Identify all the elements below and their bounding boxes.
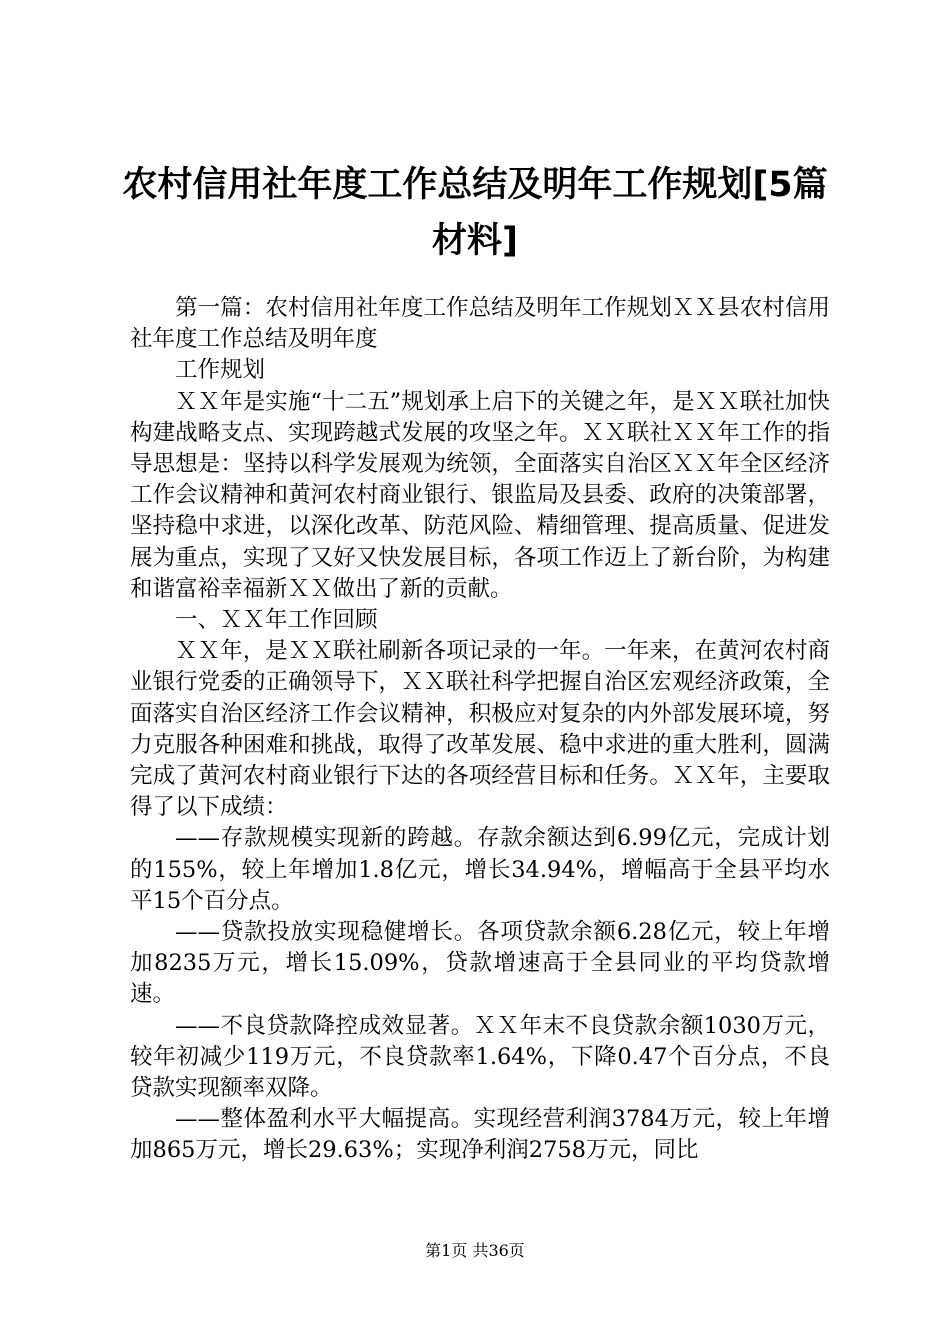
paragraph: ——不良贷款降控成效显著。ＸＸ年末不良贷款余额1030万元，较年初减少119万元，不良贷款率1.64%，下降0.47个百分点，不良贷款实现额率双降。	[130, 1012, 830, 1102]
section-heading: 一、ＸＸ年工作回顾	[175, 607, 378, 634]
paragraph: ——整体盈利水平大幅提高。实现经营利润3784万元，较上年增加865万元，增长29.63%；实现净利润2758万元，同比	[130, 1106, 830, 1164]
paragraph: ＸＸ年，是ＸＸ联社刷新各项记录的一年。一年来，在黄河农村商业银行党委的正确领导下，ＸＸ联社科学把握自治区宏观经济政策，全面落实自治区经济工作会议精神，积极应对复杂的内外部发展环境，努力克服各种困难和挑战，取得了改革发展、稳中求进的重大胜利，圆满完成了黄河农村商业银行下达的各项经营目标和任务。ＸＸ年，主要取得了以下成绩：	[130, 638, 830, 821]
document-title: 农村信用社年度工作总结及明年工作规划[5篇材料]	[122, 165, 828, 261]
paragraph: ＸＸ年是实施“十二五”规划承上启下的关键之年，是ＸＸ联社加快构建战略支点、实现跨越式发展的攻坚之年。ＸＸ联社ＸＸ年工作的指导思想是：坚持以科学发展观为统领，全面落实自治区ＸＸ年全区经济工作会议精神和黄河农村商业银行、银监局及县委、政府的决策部署，坚持稳中求进，以深化改革、防范风险、精细管理、提高质量、促进发展为重点，实现了又好又快发展目标，各项工作迈上了新台阶，为构建和谐富裕幸福新ＸＸ做出了新的贡献。	[130, 388, 830, 602]
paragraph: 工作规划	[175, 357, 266, 384]
document-body	[130, 293, 830, 1167]
paragraph: 第一篇：农村信用社年度工作总结及明年工作规划ＸＸ县农村信用社年度工作总结及明年度	[130, 295, 830, 353]
page-footer: 第1页 共36页	[425, 1241, 525, 1260]
paragraph: ——贷款投放实现稳健增长。各项贷款余额6.28亿元，较上年增加8235万元，增长15.09%，贷款增速高于全县同业的平均贷款增速。	[130, 919, 830, 1008]
paragraph: ——存款规模实现新的跨越。存款余额达到6.99亿元，完成计划的155%，较上年增加1.8亿元，增长34.94%，增幅高于全县平均水平15个百分点。	[130, 825, 830, 914]
